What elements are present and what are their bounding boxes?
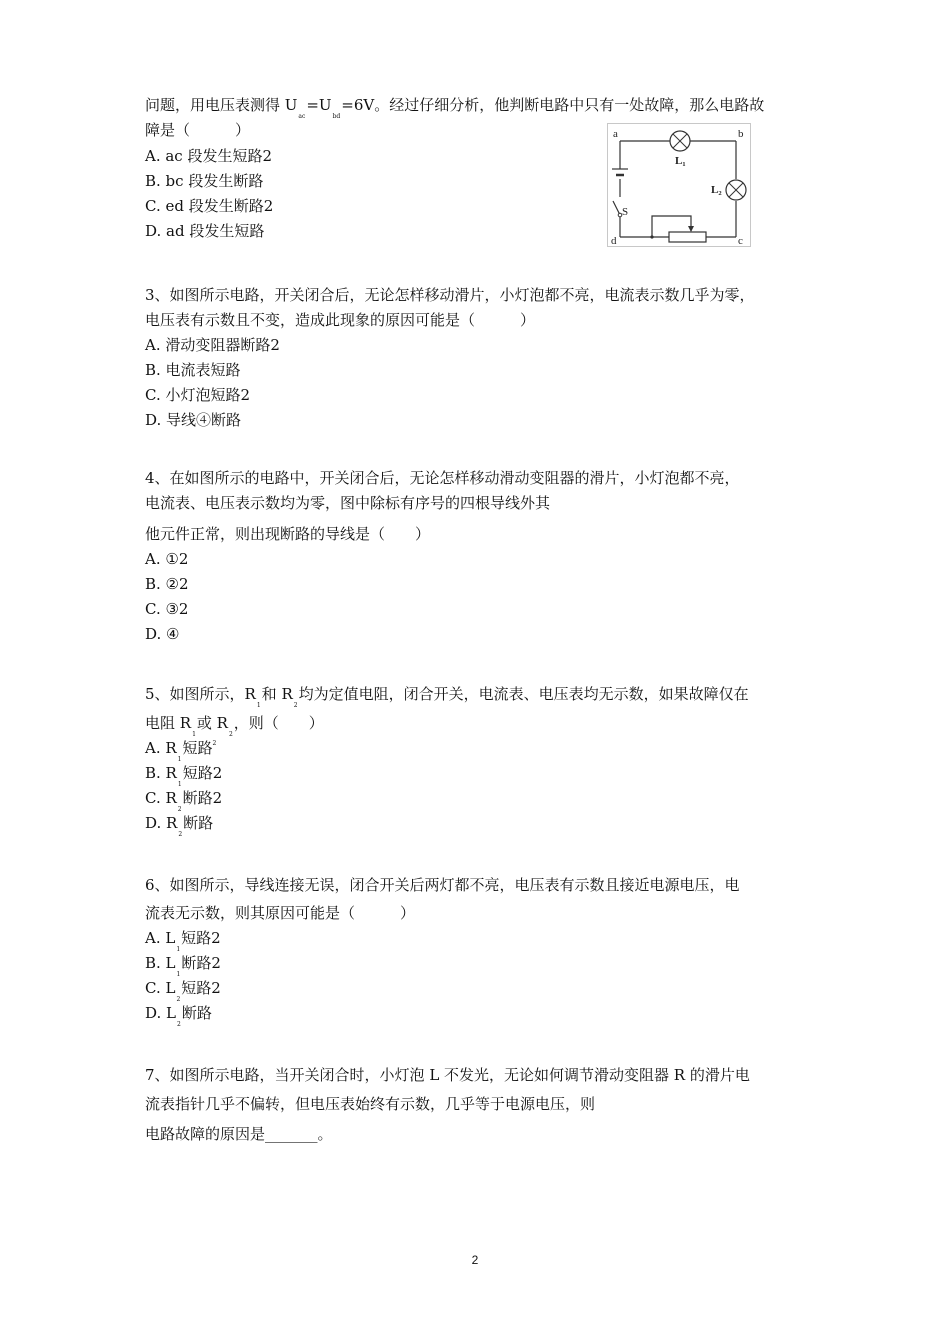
text-segment: D. L [145, 1004, 176, 1022]
subscript: 2 [178, 831, 183, 838]
text-segment: C. L [145, 979, 176, 997]
question-text-line: 障是（ ） [145, 121, 251, 139]
text-segment: 短路 [182, 739, 213, 757]
text-segment: A. R [145, 739, 177, 757]
subscript: 2 [177, 1021, 181, 1028]
node-label-b: b [738, 128, 744, 140]
subscript: 2 [293, 702, 298, 709]
text-segment: 断路 [183, 814, 214, 832]
subscript: 1 [177, 781, 182, 788]
text-segment: 均为定值电阻，闭合开关，电流表、电压表均无示数，如果故障仅在 [298, 685, 749, 703]
text-segment: 5、如图所示，R [145, 685, 256, 703]
lamp-l1-icon [670, 131, 690, 151]
subscript: 2 [176, 996, 181, 1003]
subscript: 2 [177, 806, 182, 813]
junction-dot [650, 235, 653, 238]
option-a: A. 滑动变阻器断路2 [145, 336, 280, 354]
text-segment: 电阻 R [145, 714, 192, 732]
text-segment: A. L [145, 929, 176, 947]
option-b: B. ②2 [145, 575, 189, 593]
option-c [145, 788, 222, 812]
option-d: D. 导线④断路 [145, 411, 242, 429]
question-3-stem-line-1: 3、如图所示电路，开关闭合后，无论怎样移动滑片，小灯泡都不亮，电流表示数几乎为零， [145, 286, 755, 304]
option-d [145, 1003, 212, 1027]
subscript: 1 [177, 756, 182, 763]
subscript: 2 [228, 731, 233, 738]
question-text-line [145, 95, 764, 119]
option-c [145, 978, 221, 1002]
switch-label: S [622, 206, 629, 218]
subscript: ac [298, 113, 306, 120]
node-label-a: a [613, 128, 618, 140]
option-c: C. ed 段发生断路2 [145, 197, 274, 215]
question-6-stem-line-1: 6、如图所示，导线连接无误，闭合开关后两灯都不亮，电压表有示数且接近电源电压，电 [145, 876, 740, 894]
question-7-stem-line-2: 流表指针几乎不偏转，但电压表始终有示数，几乎等于电源电压，则 [145, 1095, 596, 1113]
circuit-diagram [607, 123, 751, 247]
superscript: 2 [212, 740, 217, 747]
option-b [145, 763, 222, 787]
option-b [145, 953, 221, 977]
question-7-stem-line-1: 7、如图所示电路，当开关闭合时，小灯泡 L 不发光，无论如何调节滑动变阻器 R 的滑片电 [145, 1066, 750, 1084]
text-segment: 问题，用电压表测得 U [145, 96, 298, 114]
option-a: A. ①2 [145, 550, 189, 568]
text-segment: 断路2 [182, 789, 223, 807]
question-6-stem-line-2: 流表无示数，则其原因可能是（ ） [145, 904, 416, 922]
text-segment: ，则（ ） [233, 714, 324, 732]
option-a [145, 928, 221, 952]
text-segment: =U [306, 96, 332, 114]
text-segment: D. R [145, 814, 178, 832]
rheostat-icon [669, 232, 706, 242]
node-label-d: d [611, 235, 617, 247]
question-4-stem-line-2: 电流表、电压表示数均为零，图中除标有序号的四根导线外其 [145, 494, 551, 512]
option-b: B. 电流表短路 [145, 361, 241, 379]
text-segment: 短路2 [181, 979, 221, 997]
page-number: 2 [471, 1253, 479, 1267]
subscript: 1 [176, 946, 181, 953]
text-segment: 和 R [261, 685, 293, 703]
option-c: C. 小灯泡短路2 [145, 386, 251, 404]
text-segment: 断路2 [181, 954, 221, 972]
subscript: 1 [256, 702, 261, 709]
text-segment: C. R [145, 789, 177, 807]
option-a: A. ac 段发生短路2 [145, 147, 273, 165]
question-4-stem-line-3: 他元件正常，则出现断路的导线是（ ） [145, 525, 431, 543]
lamp-l2-icon [726, 180, 746, 200]
option-a [145, 738, 216, 762]
option-d: D. ④ [145, 625, 180, 643]
question-7-stem-line-3: 电路故障的原因是_______。 [145, 1125, 333, 1143]
question-4-stem-line-1: 4、在如图所示的电路中，开关闭合后，无论怎样移动滑动变阻器的滑片，小灯泡都不亮， [145, 469, 740, 487]
subscript: 1 [176, 971, 181, 978]
option-c: C. ③2 [145, 600, 189, 618]
question-3-stem-line-2: 电压表有示数且不变，造成此现象的原因可能是（ ） [145, 311, 536, 329]
subscript: bd [332, 113, 341, 120]
option-d [145, 813, 213, 837]
lamp-l2-label: L₂ [711, 184, 722, 196]
node-label-c: c [738, 235, 743, 247]
question-5-stem-line-1 [145, 684, 749, 708]
text-segment: 短路2 [181, 929, 221, 947]
text-segment: 短路2 [182, 764, 223, 782]
question-5-stem-line-2 [145, 713, 324, 737]
text-segment: 断路 [181, 1004, 212, 1022]
option-b: B. bc 段发生断路 [145, 172, 264, 190]
text-segment: B. R [145, 764, 177, 782]
option-d: D. ad 段发生短路 [145, 222, 265, 240]
subscript: 1 [192, 731, 196, 738]
text-segment: =6V。经过仔细分析，他判断电路中只有一处故障，那么电路故 [341, 96, 765, 114]
text-segment: 或 R [196, 714, 228, 732]
text-segment: B. L [145, 954, 176, 972]
lamp-l1-label: L₁ [675, 155, 686, 167]
